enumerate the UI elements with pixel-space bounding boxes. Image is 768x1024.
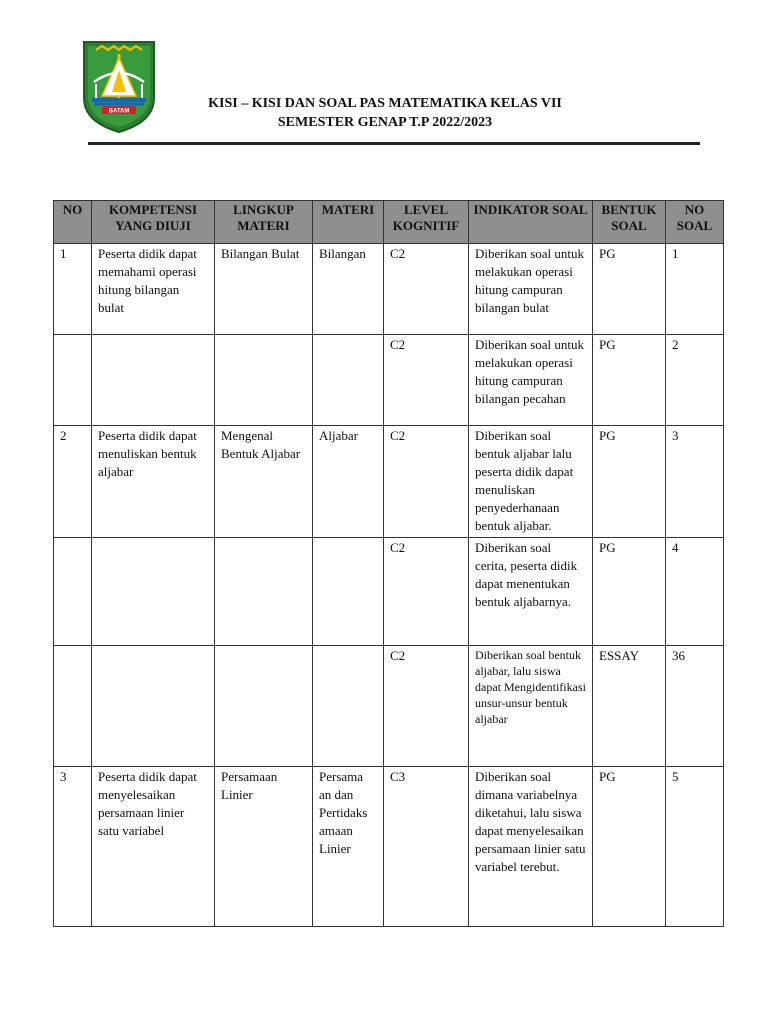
cell-bentuk: PG <box>593 767 666 927</box>
table-row <box>54 646 724 767</box>
cell-indikator: Diberikan soal bentuk aljabar, lalu siswa dapat Mengidentifikasi unsur-unsur bentuk aljabar <box>469 646 593 767</box>
table-row <box>54 335 724 426</box>
cell-indikator: Diberikan soal dimana variabelnya diketahui, lalu siswa dapat menyelesaikan persamaan linier satu variabel terebut. <box>469 767 593 927</box>
cell-materi: Bilangan <box>313 244 384 335</box>
cell-no: 2 <box>54 426 92 538</box>
col-header-materi: MATERI <box>313 201 384 244</box>
cell-level: C2 <box>384 646 469 767</box>
cell-level: C3 <box>384 767 469 927</box>
cell-bentuk: PG <box>593 538 666 646</box>
document-title <box>150 94 620 132</box>
cell-no <box>54 646 92 767</box>
cell-no-soal: 2 <box>666 335 724 426</box>
cell-materi <box>313 646 384 767</box>
cell-bentuk: PG <box>593 244 666 335</box>
table-row <box>54 244 724 335</box>
cell-no: 3 <box>54 767 92 927</box>
cell-level: C2 <box>384 244 469 335</box>
col-header-lingkup: LINGKUP MATERI <box>215 201 313 244</box>
cell-no-soal: 4 <box>666 538 724 646</box>
cell-materi <box>313 538 384 646</box>
cell-materi <box>313 335 384 426</box>
col-header-no-soal: NO SOAL <box>666 201 724 244</box>
title-line-1: KISI – KISI DAN SOAL PAS MATEMATIKA KELAS VII <box>208 96 562 111</box>
kisi-kisi-table <box>53 200 724 927</box>
table-row <box>54 767 724 927</box>
cell-no <box>54 538 92 646</box>
table-row <box>54 426 724 538</box>
cell-kompetensi: Peserta didik dapat memahami operasi hitung bilangan bulat <box>92 244 215 335</box>
title-line-2: SEMESTER GENAP T.P 2022/2023 <box>277 115 493 130</box>
title-divider <box>88 142 700 145</box>
logo-text: BATAM <box>108 108 130 115</box>
cell-lingkup: Persamaan Linier <box>215 767 313 927</box>
cell-lingkup <box>215 335 313 426</box>
col-header-kompetensi: KOMPETENSI YANG DIUJI <box>92 201 215 244</box>
cell-no-soal: 3 <box>666 426 724 538</box>
cell-no-soal: 5 <box>666 767 724 927</box>
cell-indikator: Diberikan soal cerita, peserta didik dapat menentukan bentuk aljabarnya. <box>469 538 593 646</box>
cell-lingkup <box>215 538 313 646</box>
cell-level: C2 <box>384 426 469 538</box>
cell-no: 1 <box>54 244 92 335</box>
cell-level: C2 <box>384 538 469 646</box>
cell-materi: Aljabar <box>313 426 384 538</box>
cell-lingkup: Mengenal Bentuk Aljabar <box>215 426 313 538</box>
cell-bentuk: PG <box>593 335 666 426</box>
col-header-bentuk: BENTUK SOAL <box>593 201 666 244</box>
cell-no-soal: 1 <box>666 244 724 335</box>
col-header-no: NO <box>54 201 92 244</box>
cell-kompetensi <box>92 335 215 426</box>
col-header-indikator: INDIKATOR SOAL <box>469 201 593 244</box>
cell-kompetensi <box>92 538 215 646</box>
cell-no <box>54 335 92 426</box>
table-header-row <box>54 201 724 244</box>
cell-no-soal: 36 <box>666 646 724 767</box>
cell-lingkup <box>215 646 313 767</box>
cell-kompetensi <box>92 646 215 767</box>
cell-bentuk: PG <box>593 426 666 538</box>
cell-bentuk: ESSAY <box>593 646 666 767</box>
col-header-level: LEVEL KOGNITIF <box>384 201 469 244</box>
cell-kompetensi: Peserta didik dapat menuliskan bentuk aljabar <box>92 426 215 538</box>
cell-kompetensi: Peserta didik dapat menyelesaikan persamaan linier satu variabel <box>92 767 215 927</box>
cell-indikator: Diberikan soal untuk melakukan operasi hitung campuran bilangan pecahan <box>469 335 593 426</box>
batam-emblem-logo <box>82 40 156 134</box>
cell-materi: Persama an dan Pertidaks amaan Linier <box>313 767 384 927</box>
cell-lingkup: Bilangan Bulat <box>215 244 313 335</box>
cell-indikator: Diberikan soal untuk melakukan operasi hitung campuran bilangan bulat <box>469 244 593 335</box>
cell-level: C2 <box>384 335 469 426</box>
table-row <box>54 538 724 646</box>
cell-indikator: Diberikan soal bentuk aljabar lalu peserta didik dapat menuliskan penyederhanaan bentuk aljabar. <box>469 426 593 538</box>
